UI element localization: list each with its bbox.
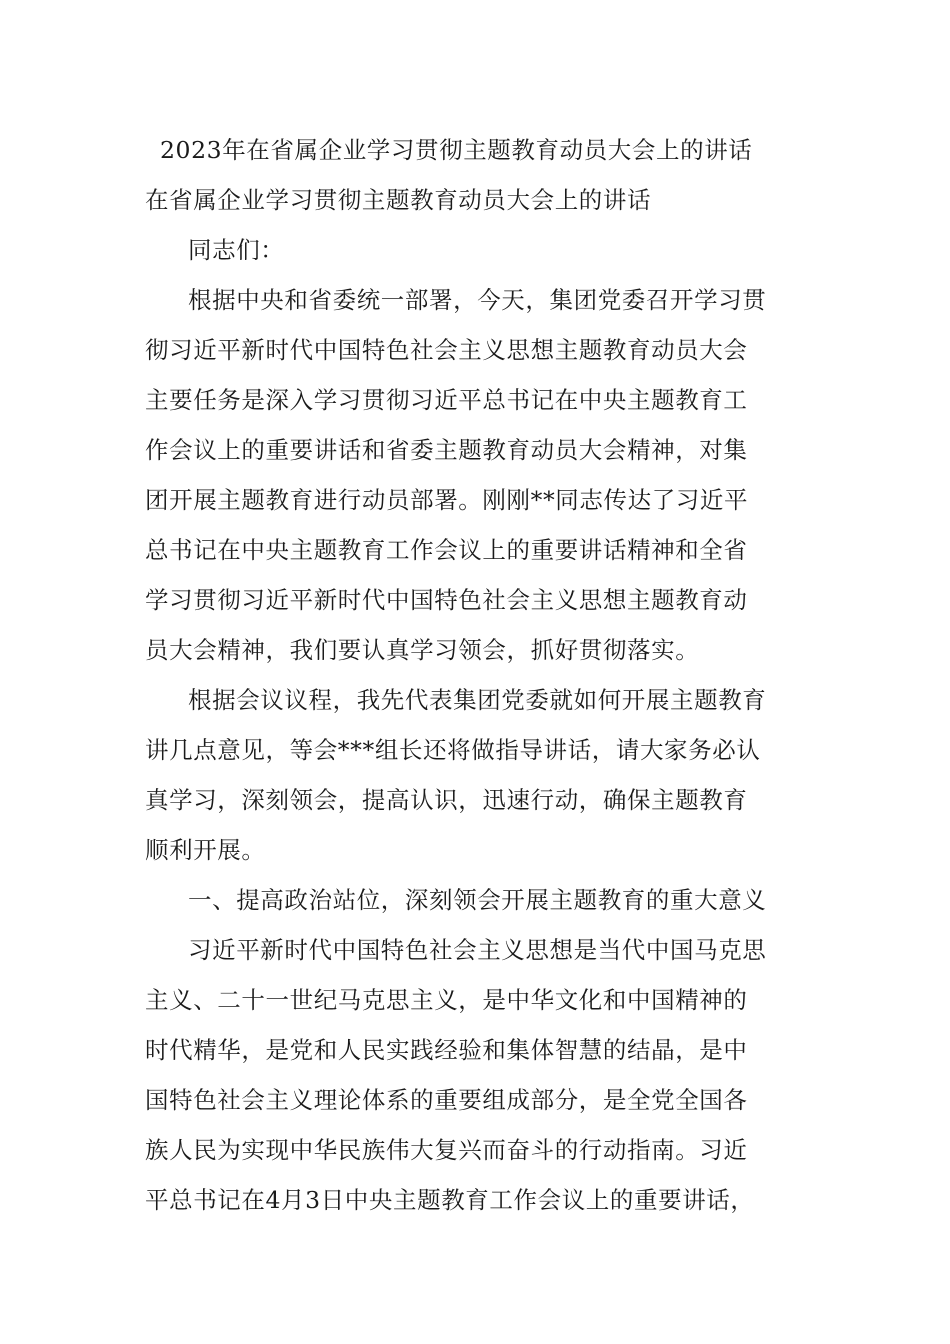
paragraph-line: 时代精华，是党和人民实践经验和集体智慧的结晶，是中 [145, 1036, 748, 1064]
paragraph-line: 国特色社会主义理论体系的重要组成部分，是全党全国各 [145, 1086, 748, 1114]
document-title: 2023年在省属企业学习贯彻主题教育动员大会上的讲话 [160, 136, 753, 164]
paragraph-line: 真学习，深刻领会，提高认识，迅速行动，确保主题教育 [145, 786, 748, 814]
paragraph-line: 根据会议议程，我先代表集团党委就如何开展主题教育 [188, 686, 767, 714]
paragraph-line: 根据中央和省委统一部署，今天，集团党委召开学习贯 [188, 286, 767, 314]
section-heading: 一、提高政治站位，深刻领会开展主题教育的重大意义 [188, 886, 767, 914]
paragraph-line: 平总书记在4月3日中央主题教育工作会议上的重要讲话， [145, 1186, 755, 1214]
paragraph-line: 团开展主题教育进行动员部署。刚刚**同志传达了习近平 [145, 486, 749, 514]
paragraph-line: 彻习近平新时代中国特色社会主义思想主题教育动员大会 [145, 336, 748, 364]
paragraph-line: 习近平新时代中国特色社会主义思想是当代中国马克思 [188, 936, 767, 964]
paragraph-line: 族人民为实现中华民族伟大复兴而奋斗的行动指南。习近 [145, 1136, 748, 1164]
paragraph-line: 顺利开展。 [145, 836, 266, 864]
paragraph-line: 作会议上的重要讲话和省委主题教育动员大会精神，对集 [145, 436, 748, 464]
paragraph-line: 总书记在中央主题教育工作会议上的重要讲话精神和全省 [145, 536, 748, 564]
paragraph-line: 主要任务是深入学习贯彻习近平总书记在中央主题教育工 [145, 386, 748, 414]
paragraph-line: 主义、二十一世纪马克思主义，是中华文化和中国精神的 [145, 986, 748, 1014]
paragraph-line: 讲几点意见，等会***组长还将做指导讲话，请大家务必认 [145, 736, 761, 764]
salutation: 同志们： [188, 236, 285, 264]
paragraph-line: 学习贯彻习近平新时代中国特色社会主义思想主题教育动 [145, 586, 748, 614]
document-subtitle: 在省属企业学习贯彻主题教育动员大会上的讲话 [145, 186, 652, 214]
paragraph-line: 员大会精神，我们要认真学习领会，抓好贯彻落实。 [145, 636, 700, 664]
